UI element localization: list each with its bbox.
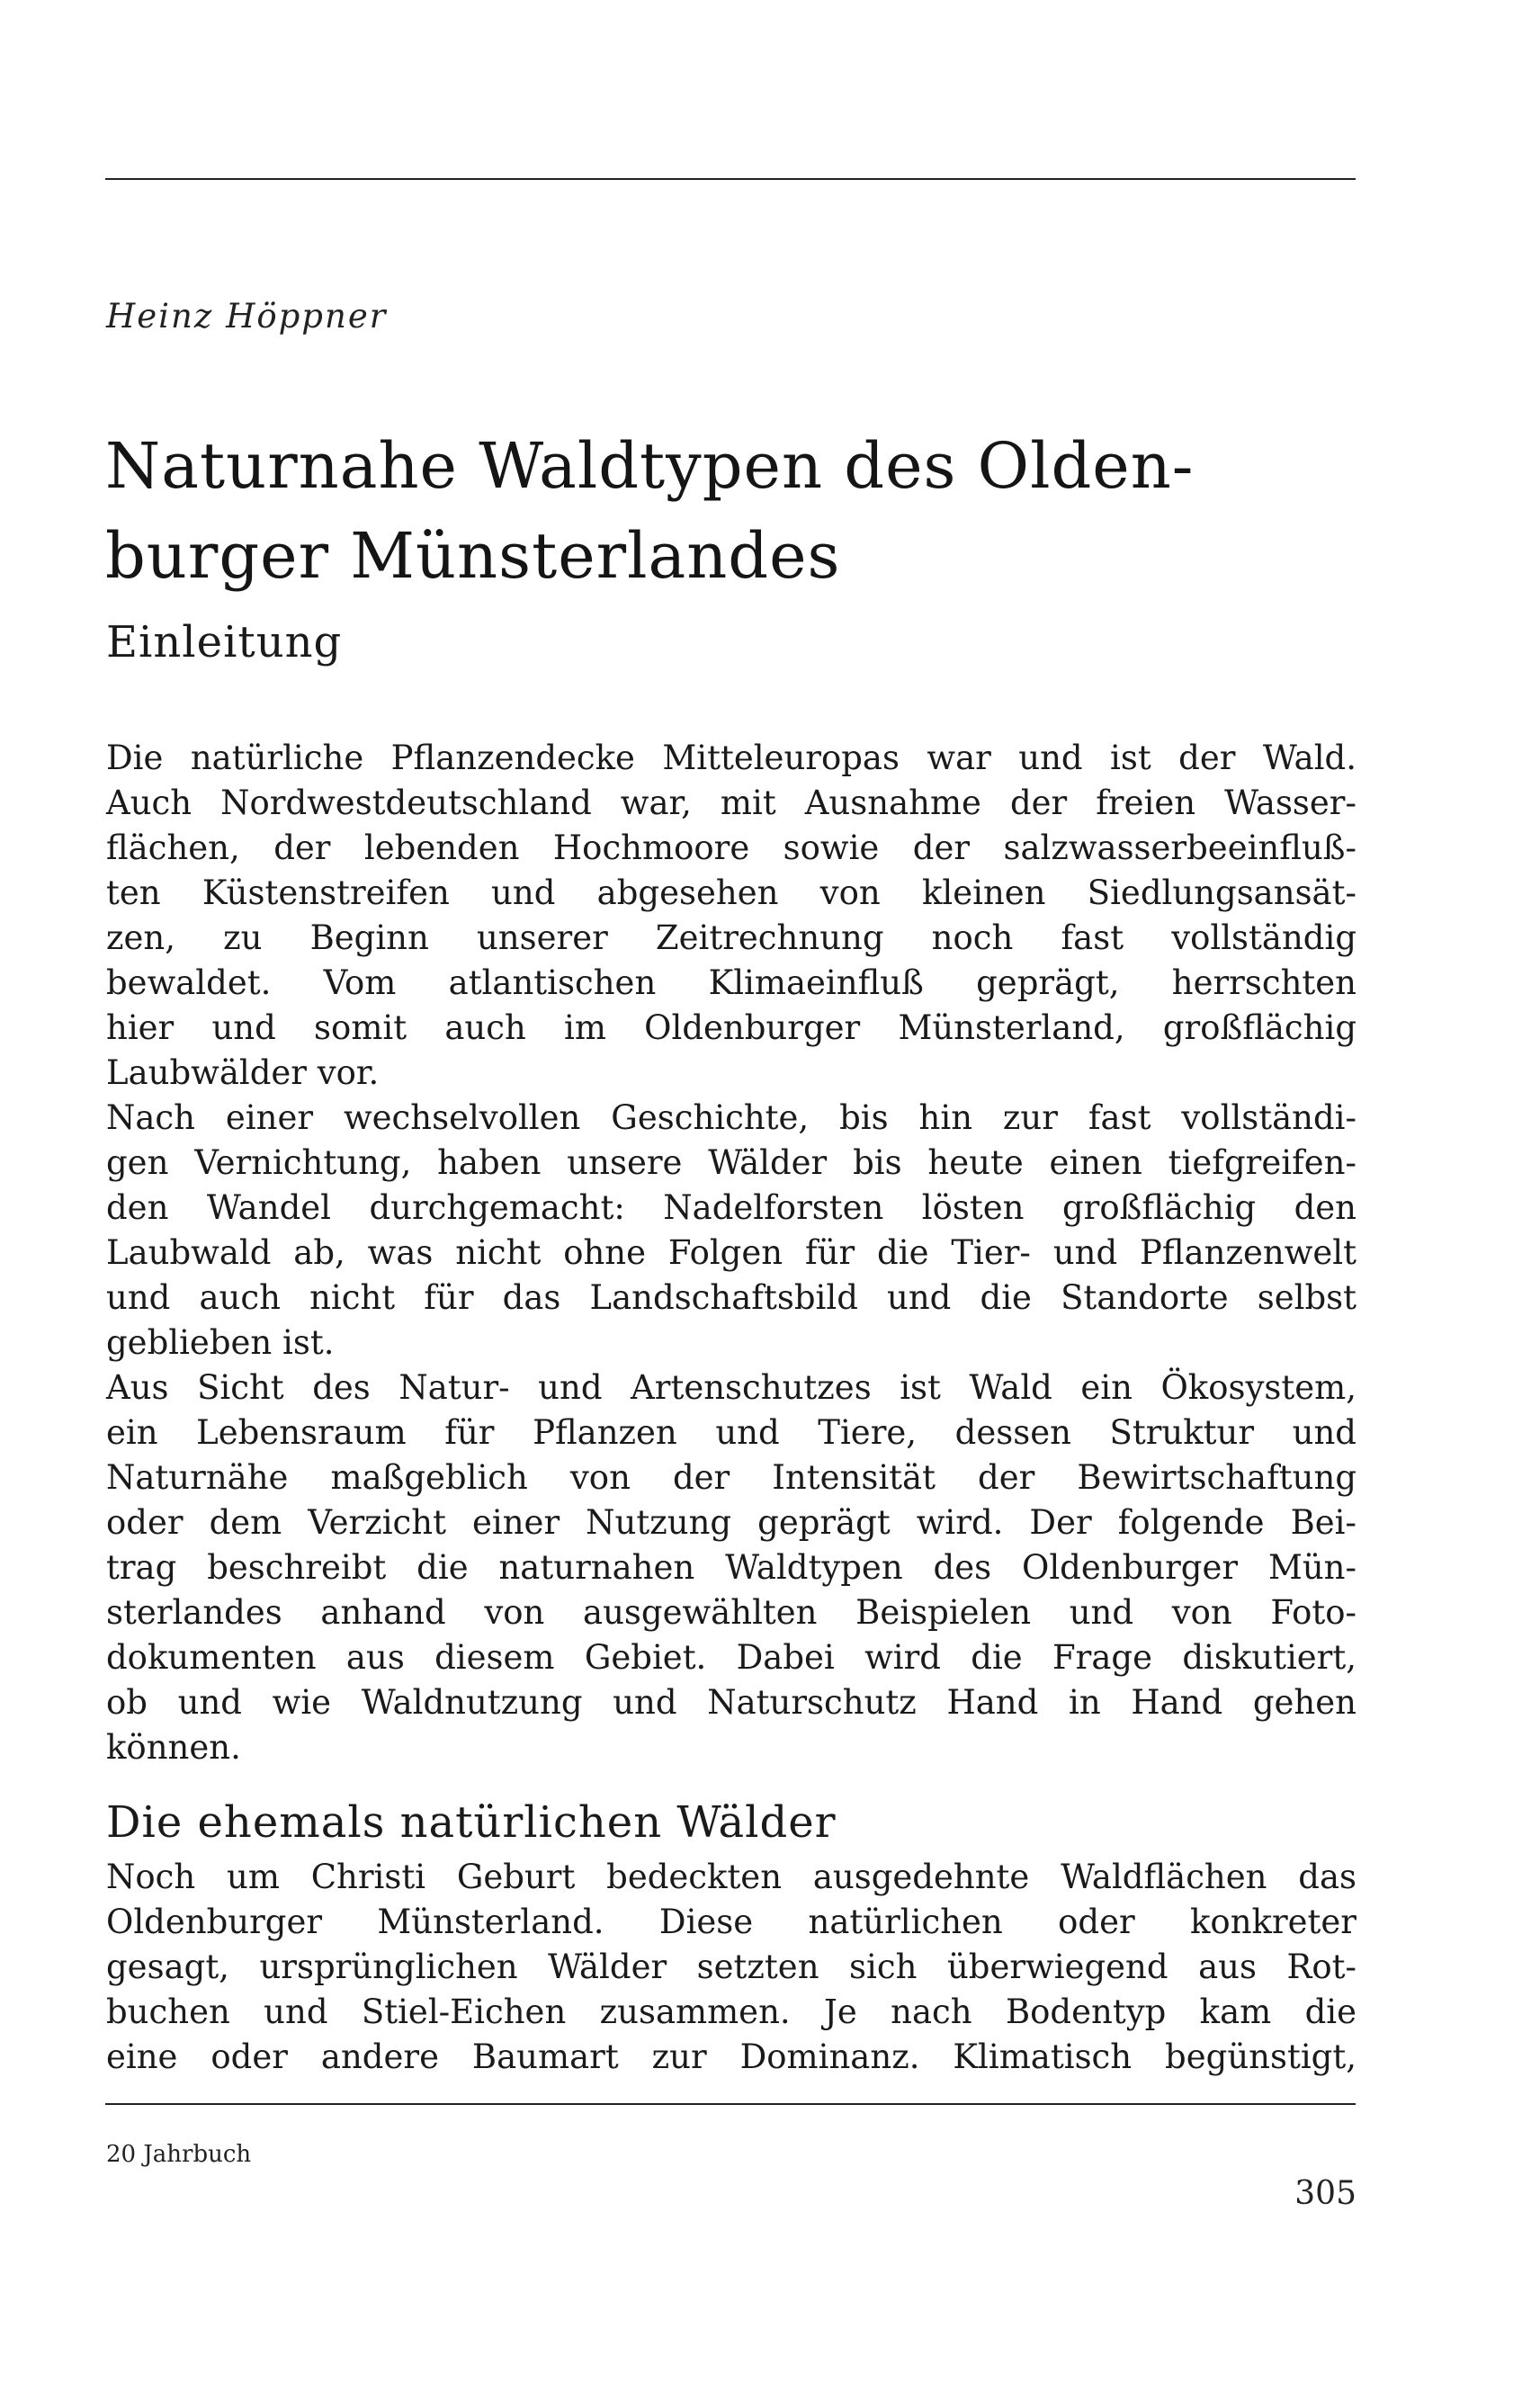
text-line: und auch nicht für das Landschaftsbild und die Standorte selbst — [106, 1278, 1356, 1317]
section-heading-introduction: Einleitung — [106, 617, 343, 667]
text-line: zen, zu Beginn unserer Zeitrechnung noch fast vollständig — [106, 918, 1356, 957]
text-line: sterlandes anhand von ausgewählten Beispielen und von Foto- — [106, 1593, 1356, 1632]
text-line: geblieben ist. — [106, 1323, 335, 1362]
section-text — [106, 1855, 1356, 2080]
text-line: Laubwald ab, was nicht ohne Folgen für die Tier- und Pflanzenwelt — [106, 1233, 1356, 1272]
top-rule — [105, 178, 1356, 180]
text-line: Auch Nordwestdeutschland war, mit Ausnahme der freien Wasser- — [106, 784, 1356, 822]
text-line: Naturnähe maßgeblich von der Intensität der Bewirtschaftung — [106, 1458, 1356, 1497]
text-line: bewaldet. Vom atlantischen Klimaeinfluß geprägt, herrschten — [106, 963, 1356, 1002]
text-line: hier und somit auch im Oldenburger Münsterland, großflächig — [106, 1008, 1356, 1047]
text-line: trag beschreibt die naturnahen Waldtypen des Oldenburger Mün- — [106, 1548, 1356, 1587]
section-heading-former-forests: Die ehemals natürlichen Wälder — [106, 1797, 837, 1848]
text-line: Nach einer wechselvollen Geschichte, bis hin zur fast vollständi- — [106, 1098, 1356, 1137]
text-line: den Wandel durchgemacht: Nadelforsten lösten großflächig den — [106, 1188, 1356, 1227]
text-line: ein Lebensraum für Pflanzen und Tiere, dessen Struktur und — [106, 1413, 1356, 1452]
author-name: Heinz Höppner — [106, 297, 388, 336]
text-line: flächen, der lebenden Hochmoore sowie der salzwasserbeeinfluß- — [106, 828, 1356, 867]
title-line: burger Münsterlandes — [105, 519, 841, 593]
text-line: Aus Sicht des Natur- und Artenschutzes ist Wald ein Ökosystem, — [106, 1368, 1356, 1407]
text-line: Noch um Christi Geburt bedeckten ausgedehnte Waldflächen das — [106, 1858, 1356, 1896]
text-line: können. — [106, 1728, 241, 1767]
text-line: ten Küstenstreifen und abgesehen von kleinen Siedlungsansät- — [106, 873, 1356, 912]
text-line: Laubwälder vor. — [106, 1053, 380, 1092]
title-line: Naturnahe Waldtypen des Olden- — [105, 429, 1195, 503]
text-line: ob und wie Waldnutzung und Naturschutz Hand in Hand gehen — [106, 1683, 1356, 1722]
text-line: dokumenten aus diesem Gebiet. Dabei wird die Frage diskutiert, — [106, 1638, 1356, 1677]
text-line: Die natürliche Pflanzendecke Mitteleuropas war und ist der Wald. — [106, 739, 1356, 777]
text-line: gen Vernichtung, haben unsere Wälder bis heute einen tiefgreifen- — [106, 1143, 1356, 1182]
text-line: Oldenburger Münsterland. Diese natürlichen oder konkreter — [106, 1903, 1356, 1941]
bottom-rule — [105, 2103, 1356, 2105]
text-line: buchen und Stiel-Eichen zusammen. Je nach Bodentyp kam die — [106, 1992, 1356, 2031]
text-line: eine oder andere Baumart zur Dominanz. Klimatisch begünstigt, — [106, 2037, 1356, 2076]
page-number: 305 — [1294, 2175, 1356, 2212]
footer-signature: 20 Jahrbuch — [106, 2141, 252, 2168]
article-title — [105, 421, 1365, 601]
introduction-text — [106, 736, 1356, 1770]
text-line: oder dem Verzicht einer Nutzung geprägt wird. Der folgende Bei- — [106, 1503, 1356, 1542]
text-line: gesagt, ursprünglichen Wälder setzten sich überwiegend aus Rot- — [106, 1948, 1356, 1986]
